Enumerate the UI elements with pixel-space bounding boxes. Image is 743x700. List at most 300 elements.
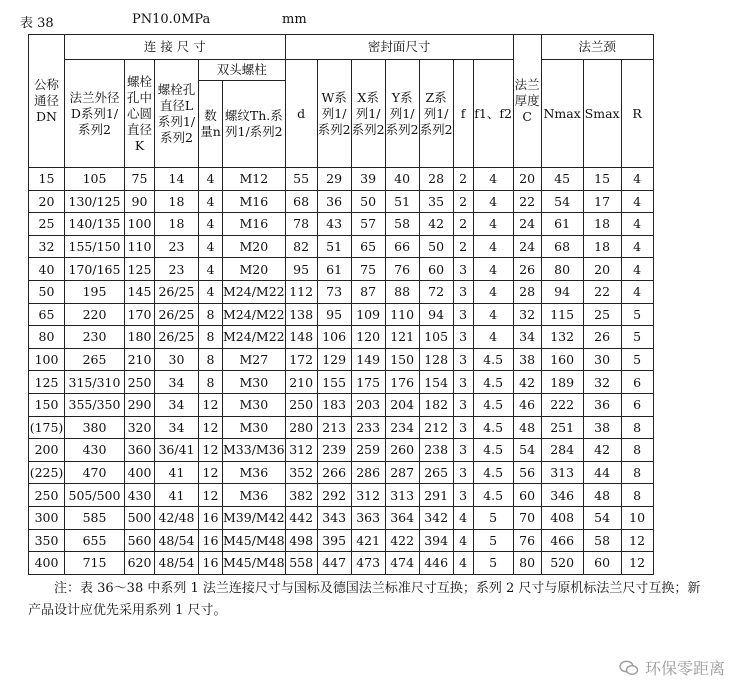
table-cell: 222	[541, 393, 583, 416]
table-cell: 82	[285, 235, 317, 258]
table-cell: M16	[223, 213, 286, 236]
table-cell: 15	[29, 168, 65, 191]
table-cell: 50	[351, 190, 385, 213]
table-cell: 87	[351, 280, 385, 303]
header-z: Z系列1/系列2	[419, 60, 453, 168]
table-cell: 430	[125, 484, 155, 507]
table-cell: 109	[351, 303, 385, 326]
table-cell: 94	[541, 280, 583, 303]
header-thickness: 法兰厚度C	[513, 35, 541, 168]
table-cell: 239	[317, 439, 351, 462]
table-cell: 170	[125, 303, 155, 326]
table-cell: 5	[473, 506, 513, 529]
table-cell: 382	[285, 484, 317, 507]
table-cell: 300	[29, 506, 65, 529]
table-cell: 466	[541, 529, 583, 552]
table-cell: 20	[513, 168, 541, 191]
header-smax: Smax	[583, 60, 621, 168]
table-cell: 54	[513, 439, 541, 462]
table-cell: 4	[199, 280, 223, 303]
table-cell: 4	[453, 506, 473, 529]
table-cell: M36	[223, 484, 286, 507]
table-cell: 350	[29, 529, 65, 552]
table-cell: 42/48	[155, 506, 199, 529]
table-cell: 10	[621, 506, 653, 529]
table-cell: 76	[513, 529, 541, 552]
table-cell: 56	[513, 461, 541, 484]
table-cell: 66	[385, 235, 419, 258]
table-cell: 4	[473, 326, 513, 349]
table-cell: 473	[351, 552, 385, 575]
table-cell: 3	[453, 348, 473, 371]
table-cell: 24	[513, 235, 541, 258]
table-cell: 57	[351, 213, 385, 236]
table-cell: 110	[385, 303, 419, 326]
table-cell: 4	[621, 280, 653, 303]
table-cell: 3	[453, 416, 473, 439]
table-cell: 8	[621, 461, 653, 484]
table-cell: 4	[621, 168, 653, 191]
header-bolt-hole: 螺栓孔直径L系列1/系列2	[155, 60, 199, 168]
table-cell: M30	[223, 371, 286, 394]
table-cell: 400	[125, 461, 155, 484]
header-bolt-circle: 螺栓孔中心圆直径K	[125, 60, 155, 168]
table-cell: M27	[223, 348, 286, 371]
table-row	[29, 371, 654, 394]
header-f: f	[453, 60, 473, 168]
table-cell: 8	[199, 303, 223, 326]
table-cell: 25	[29, 213, 65, 236]
table-cell: M24/M22	[223, 303, 286, 326]
header-x: X系列1/系列2	[351, 60, 385, 168]
table-cell: 12	[199, 484, 223, 507]
table-cell: 210	[125, 348, 155, 371]
table-cell: 4	[453, 529, 473, 552]
table-cell: 250	[285, 393, 317, 416]
table-cell: 182	[419, 393, 453, 416]
table-cell: 130/125	[65, 190, 125, 213]
table-cell: 266	[317, 461, 351, 484]
table-cell: 4	[199, 235, 223, 258]
table-cell: 474	[385, 552, 419, 575]
table-cell: 213	[317, 416, 351, 439]
header-f12: f1、f2	[473, 60, 513, 168]
table-row	[29, 190, 654, 213]
header-group-neck: 法兰颈	[541, 35, 653, 60]
table-cell: 61	[541, 213, 583, 236]
table-cell: 4	[199, 190, 223, 213]
table-cell: 312	[285, 439, 317, 462]
table-cell: 90	[125, 190, 155, 213]
table-cell: M20	[223, 235, 286, 258]
table-cell: M39/M42	[223, 506, 286, 529]
table-cell: 48	[513, 416, 541, 439]
table-cell: 155/150	[65, 235, 125, 258]
table-cell: 150	[385, 348, 419, 371]
table-cell: 45	[541, 168, 583, 191]
table-cell: 500	[125, 506, 155, 529]
watermark-text: 环保零距离	[644, 659, 725, 678]
table-cell: 4	[473, 235, 513, 258]
table-row	[29, 235, 654, 258]
table-cell: 346	[541, 484, 583, 507]
table-cell: 78	[285, 213, 317, 236]
table-cell: 20	[583, 258, 621, 281]
table-footnote: 注：表 36～38 中系列 1 法兰连接尺寸与国标及德国法兰标准尺寸互换；系列 2 尺寸与原机标法兰尺寸互换；新产品设计应优先采用系列 1 尺寸。	[28, 581, 701, 618]
header-dn: 公称通径DN	[29, 35, 65, 168]
table-cell: 280	[285, 416, 317, 439]
table-cell: 125	[29, 371, 65, 394]
table-cell: 4	[473, 190, 513, 213]
table-cell: 5	[473, 552, 513, 575]
table-cell: 65	[351, 235, 385, 258]
table-cell: 4	[199, 168, 223, 191]
table-cell: 32	[513, 303, 541, 326]
table-cell: 50	[419, 235, 453, 258]
table-cell: 4	[473, 213, 513, 236]
table-cell: 3	[453, 461, 473, 484]
table-cell: 34	[513, 326, 541, 349]
unit-label: mm	[282, 12, 307, 27]
table-cell: 29	[317, 168, 351, 191]
table-cell: 2	[453, 168, 473, 191]
table-cell: 34	[155, 371, 199, 394]
header-stud-group: 双头螺柱	[199, 60, 286, 81]
table-cell: 105	[419, 326, 453, 349]
table-cell: 408	[541, 506, 583, 529]
table-row	[29, 416, 654, 439]
table-row	[29, 393, 654, 416]
table-cell: 4.5	[473, 371, 513, 394]
table-cell: 250	[29, 484, 65, 507]
table-cell: 150	[29, 393, 65, 416]
table-cell: 30	[583, 348, 621, 371]
table-cell: 15	[583, 168, 621, 191]
table-cell: 68	[541, 235, 583, 258]
table-cell: 320	[125, 416, 155, 439]
table-number: 表 38	[20, 16, 54, 31]
table-cell: 72	[419, 280, 453, 303]
table-cell: 95	[317, 303, 351, 326]
table-cell: 4	[621, 190, 653, 213]
table-cell: 4.5	[473, 484, 513, 507]
table-body	[29, 168, 654, 575]
header-flange-od: 法兰外径D系列1/系列2	[65, 60, 125, 168]
table-cell: M20	[223, 258, 286, 281]
table-cell: 16	[199, 529, 223, 552]
table-cell: 4.5	[473, 393, 513, 416]
table-cell: 100	[29, 348, 65, 371]
table-cell: 430	[65, 439, 125, 462]
table-cell: 60	[583, 552, 621, 575]
table-cell: 54	[541, 190, 583, 213]
table-cell: 26	[583, 326, 621, 349]
table-cell: 3	[453, 280, 473, 303]
table-cell: 5	[621, 303, 653, 326]
table-cell: 36	[583, 393, 621, 416]
flange-dimension-table	[28, 34, 654, 575]
table-cell: M24/M22	[223, 280, 286, 303]
table-cell: 170/165	[65, 258, 125, 281]
table-cell: 75	[125, 168, 155, 191]
table-cell: 76	[385, 258, 419, 281]
table-cell: 61	[317, 258, 351, 281]
table-row	[29, 258, 654, 281]
table-cell: 73	[317, 280, 351, 303]
table-cell: 203	[351, 393, 385, 416]
table-cell: 4	[621, 235, 653, 258]
table-cell: 125	[125, 258, 155, 281]
table-cell: M36	[223, 461, 286, 484]
header-r: R	[621, 60, 653, 168]
table-cell: 4.5	[473, 461, 513, 484]
table-cell: 287	[385, 461, 419, 484]
table-cell: 470	[65, 461, 125, 484]
table-cell: 3	[453, 393, 473, 416]
table-cell: 8	[621, 439, 653, 462]
table-cell: 14	[155, 168, 199, 191]
table-cell: 4	[199, 258, 223, 281]
table-cell: 94	[419, 303, 453, 326]
table-cell: 655	[65, 529, 125, 552]
table-cell: 6	[621, 393, 653, 416]
table-cell: 4	[473, 280, 513, 303]
header-w: W系列1/系列2	[317, 60, 351, 168]
table-cell: 80	[541, 258, 583, 281]
table-cell: 4	[621, 258, 653, 281]
table-cell: 18	[155, 213, 199, 236]
table-cell: M45/M48	[223, 552, 286, 575]
table-cell: 200	[29, 439, 65, 462]
table-cell: 48	[583, 484, 621, 507]
table-cell: 80	[513, 552, 541, 575]
table-cell: 4	[473, 168, 513, 191]
table-cell: 195	[65, 280, 125, 303]
table-cell: 395	[317, 529, 351, 552]
table-cell: 132	[541, 326, 583, 349]
table-cell: 3	[453, 258, 473, 281]
table-cell: 40	[29, 258, 65, 281]
table-cell: 6	[621, 371, 653, 394]
table-cell: 112	[285, 280, 317, 303]
table-cell: M24/M22	[223, 326, 286, 349]
table-cell: 394	[419, 529, 453, 552]
table-cell: 355/350	[65, 393, 125, 416]
table-cell: 80	[29, 326, 65, 349]
table-cell: 4.5	[473, 416, 513, 439]
table-cell: 12	[621, 552, 653, 575]
table-cell: 313	[385, 484, 419, 507]
table-cell: 8	[199, 371, 223, 394]
table-cell: 585	[65, 506, 125, 529]
table-cell: 5	[621, 348, 653, 371]
table-cell: 265	[65, 348, 125, 371]
table-cell: 70	[513, 506, 541, 529]
table-cell: 34	[155, 393, 199, 416]
table-cell: 51	[317, 235, 351, 258]
table-cell: 291	[419, 484, 453, 507]
table-cell: 128	[419, 348, 453, 371]
table-cell: 42	[583, 439, 621, 462]
table-cell: 95	[285, 258, 317, 281]
table-cell: 46	[513, 393, 541, 416]
header-nmax: Nmax	[541, 60, 583, 168]
table-cell: 286	[351, 461, 385, 484]
wechat-icon	[619, 660, 639, 676]
table-cell: 44	[583, 461, 621, 484]
table-cell: 5	[621, 326, 653, 349]
table-cell: 12	[199, 393, 223, 416]
table-cell: 26/25	[155, 280, 199, 303]
table-cell: 265	[419, 461, 453, 484]
table-cell: 155	[317, 371, 351, 394]
table-cell: 4	[621, 213, 653, 236]
table-cell: 251	[541, 416, 583, 439]
table-cell: 422	[385, 529, 419, 552]
header-group-seal: 密封面尺寸	[285, 35, 513, 60]
table-cell: 121	[385, 326, 419, 349]
table-cell: 8	[199, 326, 223, 349]
table-cell: 38	[513, 348, 541, 371]
table-cell: 3	[453, 303, 473, 326]
table-row	[29, 439, 654, 462]
table-cell: 558	[285, 552, 317, 575]
table-cell: M30	[223, 416, 286, 439]
table-cell: M16	[223, 190, 286, 213]
table-cell: (175)	[29, 416, 65, 439]
table-cell: 421	[351, 529, 385, 552]
pressure-rating: PN10.0MPa	[132, 12, 211, 27]
table-cell: 145	[125, 280, 155, 303]
table-cell: 363	[351, 506, 385, 529]
table-cell: 25	[583, 303, 621, 326]
table-cell: 2	[453, 213, 473, 236]
table-cell: 315/310	[65, 371, 125, 394]
table-cell: 233	[351, 416, 385, 439]
table-cell: 65	[29, 303, 65, 326]
table-cell: 204	[385, 393, 419, 416]
table-row	[29, 280, 654, 303]
table-cell: 260	[385, 439, 419, 462]
table-cell: 180	[125, 326, 155, 349]
table-cell: 30	[155, 348, 199, 371]
table-cell: 50	[29, 280, 65, 303]
watermark	[619, 656, 725, 679]
header-stud-qty: 数量n	[199, 81, 223, 168]
table-cell: 12	[199, 461, 223, 484]
table-cell: 3	[453, 326, 473, 349]
table-cell: 3	[453, 484, 473, 507]
table-cell: 16	[199, 552, 223, 575]
header-y: Y系列1/系列2	[385, 60, 419, 168]
table-cell: 41	[155, 484, 199, 507]
table-cell: 343	[317, 506, 351, 529]
table-cell: 34	[155, 416, 199, 439]
table-cell: 4	[473, 303, 513, 326]
header-stud-thread: 螺纹Th.系列1/系列2	[223, 81, 286, 168]
table-cell: 342	[419, 506, 453, 529]
table-cell: 2	[453, 235, 473, 258]
table-cell: 22	[513, 190, 541, 213]
table-cell: 4.5	[473, 439, 513, 462]
table-cell: 8	[621, 484, 653, 507]
table-cell: 210	[285, 371, 317, 394]
table-cell: 60	[513, 484, 541, 507]
table-cell: 42	[513, 371, 541, 394]
table-cell: 238	[419, 439, 453, 462]
table-cell: M45/M48	[223, 529, 286, 552]
table-cell: 2	[453, 190, 473, 213]
table-cell: 3	[453, 439, 473, 462]
table-cell: (225)	[29, 461, 65, 484]
table-cell: 28	[513, 280, 541, 303]
table-cell: 620	[125, 552, 155, 575]
table-cell: 55	[285, 168, 317, 191]
table-row	[29, 326, 654, 349]
table-cell: 40	[385, 168, 419, 191]
table-cell: 715	[65, 552, 125, 575]
table-cell: 290	[125, 393, 155, 416]
table-cell: 442	[285, 506, 317, 529]
table-cell: 129	[317, 348, 351, 371]
table-cell: 312	[351, 484, 385, 507]
table-cell: 360	[125, 439, 155, 462]
table-cell: 42	[419, 213, 453, 236]
table-cell: 110	[125, 235, 155, 258]
table-cell: 23	[155, 258, 199, 281]
table-cell: 292	[317, 484, 351, 507]
table-cell: 5	[473, 529, 513, 552]
table-row	[29, 484, 654, 507]
table-cell: 26/25	[155, 326, 199, 349]
table-cell: 36/41	[155, 439, 199, 462]
table-cell: 175	[351, 371, 385, 394]
table-cell: 22	[583, 280, 621, 303]
table-cell: 36	[317, 190, 351, 213]
table-cell: 160	[541, 348, 583, 371]
table-row	[29, 213, 654, 236]
table-cell: 189	[541, 371, 583, 394]
table-cell: 106	[317, 326, 351, 349]
table-cell: 12	[199, 416, 223, 439]
table-cell: 26/25	[155, 303, 199, 326]
table-cell: 4	[453, 552, 473, 575]
table-cell: 560	[125, 529, 155, 552]
table-cell: 8	[199, 348, 223, 371]
table-cell: 41	[155, 461, 199, 484]
table-cell: 148	[285, 326, 317, 349]
table-cell: 250	[125, 371, 155, 394]
table-cell: 352	[285, 461, 317, 484]
table-row	[29, 506, 654, 529]
table-cell: 58	[583, 529, 621, 552]
table-row	[29, 303, 654, 326]
table-cell: 12	[199, 439, 223, 462]
table-cell: 400	[29, 552, 65, 575]
table-cell: 380	[65, 416, 125, 439]
table-cell: 172	[285, 348, 317, 371]
table-cell: 75	[351, 258, 385, 281]
table-cell: 18	[155, 190, 199, 213]
header-d: d	[285, 60, 317, 168]
table-cell: 32	[583, 371, 621, 394]
table-cell: 149	[351, 348, 385, 371]
table-cell: M12	[223, 168, 286, 191]
table-row	[29, 552, 654, 575]
table-cell: 43	[317, 213, 351, 236]
table-cell: 60	[419, 258, 453, 281]
table-cell: 140/135	[65, 213, 125, 236]
